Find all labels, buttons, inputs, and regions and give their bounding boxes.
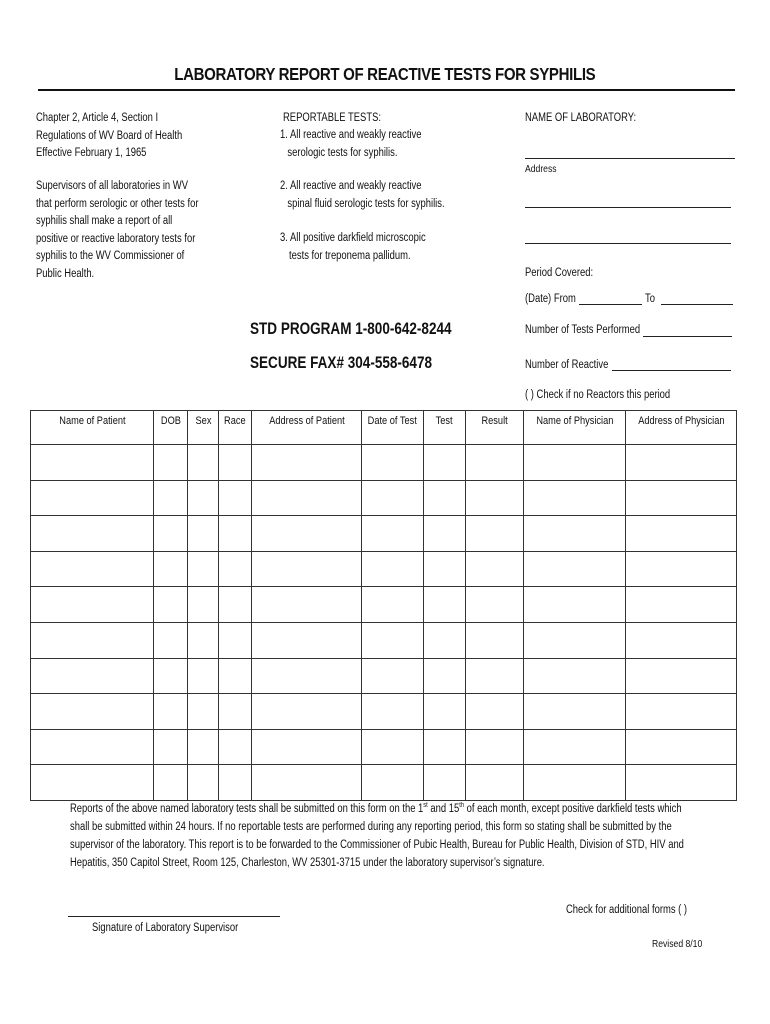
table-cell[interactable] bbox=[524, 765, 626, 801]
table-cell[interactable] bbox=[154, 729, 188, 765]
signature-label: Signature of Laboratory Supervisor bbox=[92, 922, 239, 934]
period-covered-label: Period Covered: bbox=[525, 267, 594, 279]
col-header: Sex bbox=[188, 411, 219, 445]
table-cell[interactable] bbox=[31, 445, 154, 481]
number-reactive-label: Number of Reactive bbox=[525, 359, 609, 371]
table-cell[interactable] bbox=[188, 694, 219, 730]
table-cell[interactable] bbox=[524, 445, 626, 481]
col-header: Name of Patient bbox=[31, 411, 154, 445]
table-cell[interactable] bbox=[31, 729, 154, 765]
table-cell[interactable] bbox=[252, 765, 362, 801]
table-cell[interactable] bbox=[424, 551, 466, 587]
authority-line: Effective February 1, 1965 bbox=[36, 147, 147, 159]
table-cell[interactable] bbox=[188, 622, 219, 658]
supervisors-line: Public Health. bbox=[36, 267, 95, 280]
table-cell[interactable] bbox=[31, 622, 154, 658]
supervisors-line: positive or reactive laboratory tests for bbox=[36, 232, 196, 245]
table-cell[interactable] bbox=[362, 765, 424, 801]
no-reactors-checkbox[interactable]: ( ) Check if no Reactors this period bbox=[525, 389, 671, 401]
table-cell[interactable] bbox=[252, 445, 362, 481]
table-cell[interactable] bbox=[466, 445, 524, 481]
table-row bbox=[31, 765, 737, 801]
table-row bbox=[31, 516, 737, 552]
date-to-field[interactable] bbox=[661, 304, 733, 305]
table-cell[interactable] bbox=[524, 658, 626, 694]
table-cell[interactable] bbox=[219, 694, 252, 730]
table-cell[interactable] bbox=[424, 516, 466, 552]
table-cell[interactable] bbox=[362, 622, 424, 658]
table-cell[interactable] bbox=[31, 480, 154, 516]
number-reactive-field[interactable] bbox=[612, 370, 731, 371]
lab-name-label: NAME OF LABORATORY: bbox=[525, 112, 637, 124]
supervisors-line: that perform serologic or other tests for bbox=[36, 197, 199, 210]
additional-forms-checkbox[interactable]: Check for additional forms ( ) bbox=[566, 904, 688, 916]
table-cell[interactable] bbox=[31, 587, 154, 623]
col-header: Test bbox=[424, 411, 466, 445]
signature-field[interactable] bbox=[68, 916, 280, 917]
supervisors-block bbox=[36, 178, 198, 283]
instructions-line: supervisor of the laboratory. This report is to be forwarded to the Commissioner of Pubic Health, Bureau for Public Health, Division of STD, HIV and bbox=[70, 839, 684, 851]
table-cell[interactable] bbox=[219, 622, 252, 658]
table-cell[interactable] bbox=[31, 658, 154, 694]
table-row bbox=[31, 729, 737, 765]
table-cell[interactable] bbox=[626, 694, 737, 730]
table-cell[interactable] bbox=[31, 765, 154, 801]
table-cell[interactable] bbox=[626, 587, 737, 623]
table-cell[interactable] bbox=[188, 729, 219, 765]
table-cell[interactable] bbox=[466, 729, 524, 765]
table-cell[interactable] bbox=[424, 765, 466, 801]
authority-line: Regulations of WV Board of Health bbox=[36, 129, 183, 142]
table-cell[interactable] bbox=[626, 480, 737, 516]
table-cell[interactable] bbox=[31, 694, 154, 730]
table-cell[interactable] bbox=[424, 587, 466, 623]
table-cell[interactable] bbox=[524, 694, 626, 730]
table-cell[interactable] bbox=[466, 694, 524, 730]
col-header: Address of Patient bbox=[252, 411, 362, 445]
table-cell[interactable] bbox=[626, 729, 737, 765]
col-header: Race bbox=[219, 411, 252, 445]
date-to-label: To bbox=[645, 293, 655, 305]
reportable-heading: REPORTABLE TESTS: bbox=[283, 112, 382, 124]
table-cell[interactable] bbox=[362, 694, 424, 730]
table-cell[interactable] bbox=[252, 587, 362, 623]
table-cell[interactable] bbox=[466, 587, 524, 623]
col-header: DOB bbox=[154, 411, 188, 445]
patient-table bbox=[30, 410, 737, 801]
table-row bbox=[31, 622, 737, 658]
std-program-phone: STD PROGRAM 1-800-642-8244 bbox=[250, 320, 452, 338]
table-cell[interactable] bbox=[252, 694, 362, 730]
table-cell[interactable] bbox=[31, 551, 154, 587]
table-header-row bbox=[31, 411, 737, 445]
table-cell[interactable] bbox=[154, 622, 188, 658]
supervisors-line: syphilis shall make a report of all bbox=[36, 215, 173, 227]
table-cell[interactable] bbox=[188, 516, 219, 552]
table-cell[interactable] bbox=[424, 622, 466, 658]
date-from-field[interactable] bbox=[579, 304, 642, 305]
table-cell[interactable] bbox=[466, 765, 524, 801]
table-cell[interactable] bbox=[188, 658, 219, 694]
col-header: Name of Physician bbox=[524, 411, 626, 445]
table-cell[interactable] bbox=[626, 658, 737, 694]
table-cell[interactable] bbox=[362, 445, 424, 481]
instructions-line: Hepatitis, 350 Capitol Street, Room 125, Charleston, WV 25301-3715 under the laboratory supervisor’s signature. bbox=[70, 857, 545, 869]
table-cell[interactable] bbox=[424, 658, 466, 694]
table-cell[interactable] bbox=[188, 765, 219, 801]
table-cell[interactable] bbox=[154, 445, 188, 481]
table-cell[interactable] bbox=[154, 765, 188, 801]
date-from-label: (Date) From bbox=[525, 293, 576, 305]
table-cell[interactable] bbox=[188, 587, 219, 623]
table-cell[interactable] bbox=[362, 516, 424, 552]
table-cell[interactable] bbox=[362, 729, 424, 765]
address-label: Address bbox=[525, 163, 557, 175]
table-cell[interactable] bbox=[219, 587, 252, 623]
table-cell[interactable] bbox=[188, 480, 219, 516]
address-field-2[interactable] bbox=[525, 243, 731, 244]
table-cell[interactable] bbox=[524, 622, 626, 658]
table-cell[interactable] bbox=[219, 516, 252, 552]
table-cell[interactable] bbox=[626, 551, 737, 587]
table-cell[interactable] bbox=[252, 658, 362, 694]
table-cell[interactable] bbox=[466, 551, 524, 587]
tests-performed-label: Number of Tests Performed bbox=[525, 324, 641, 336]
table-cell[interactable] bbox=[424, 480, 466, 516]
table-cell[interactable] bbox=[424, 694, 466, 730]
supervisors-line: Supervisors of all laboratories in WV bbox=[36, 180, 188, 192]
instructions-line: shall be submitted within 24 hours. If no reportable tests are performed during any reporting period, this form so stating shall be submitted by the bbox=[70, 821, 672, 833]
table-cell[interactable] bbox=[219, 658, 252, 694]
table-cell[interactable] bbox=[188, 551, 219, 587]
table-cell[interactable] bbox=[252, 729, 362, 765]
table-cell[interactable] bbox=[219, 729, 252, 765]
table-cell[interactable] bbox=[466, 516, 524, 552]
table-cell[interactable] bbox=[154, 516, 188, 552]
table-cell[interactable] bbox=[252, 480, 362, 516]
secure-fax: SECURE FAX# 304-558-6478 bbox=[250, 354, 433, 372]
table-row bbox=[31, 445, 737, 481]
table-cell[interactable] bbox=[219, 480, 252, 516]
table-cell[interactable] bbox=[466, 622, 524, 658]
table-cell[interactable] bbox=[524, 551, 626, 587]
table-cell[interactable] bbox=[31, 516, 154, 552]
page-title: LABORATORY REPORT OF REACTIVE TESTS FOR SYPHILIS bbox=[174, 64, 596, 84]
title-rule bbox=[38, 89, 735, 91]
table-cell[interactable] bbox=[626, 445, 737, 481]
table-cell[interactable] bbox=[154, 480, 188, 516]
table-cell[interactable] bbox=[252, 516, 362, 552]
instructions-line: Reports of the above named laboratory tests shall be submitted on this form on the 1st and 15th of each month, except positive darkfield tests which bbox=[70, 802, 682, 815]
table-cell[interactable] bbox=[154, 587, 188, 623]
table-cell[interactable] bbox=[626, 516, 737, 552]
table-cell[interactable] bbox=[154, 658, 188, 694]
col-header: Address of Physician bbox=[626, 411, 737, 445]
table-cell[interactable] bbox=[524, 516, 626, 552]
table-row bbox=[31, 480, 737, 516]
reportable-item-1: 1. All reactive and weakly reactive serologic tests for syphilis. bbox=[280, 129, 422, 159]
reportable-item-3: 3. All positive darkfield microscopic tests for treponema pallidum. bbox=[280, 232, 426, 262]
instructions-paragraph bbox=[70, 800, 750, 872]
table-cell[interactable] bbox=[154, 551, 188, 587]
col-header: Date of Test bbox=[362, 411, 424, 445]
table-row bbox=[31, 694, 737, 730]
col-header: Result bbox=[466, 411, 524, 445]
address-field-1[interactable] bbox=[525, 207, 731, 208]
supervisors-line: syphilis to the WV Commissioner of bbox=[36, 250, 185, 262]
table-row bbox=[31, 551, 737, 587]
authority-block bbox=[36, 110, 182, 163]
table-cell[interactable] bbox=[154, 694, 188, 730]
table-cell[interactable] bbox=[626, 765, 737, 801]
table-cell[interactable] bbox=[626, 622, 737, 658]
table-cell[interactable] bbox=[252, 551, 362, 587]
revised-date: Revised 8/10 bbox=[652, 938, 703, 950]
table-cell[interactable] bbox=[362, 480, 424, 516]
table-cell[interactable] bbox=[424, 729, 466, 765]
table-cell[interactable] bbox=[219, 765, 252, 801]
lab-name-field[interactable] bbox=[525, 158, 735, 159]
reportable-item-2: 2. All reactive and weakly reactive spinal fluid serologic tests for syphilis. bbox=[280, 180, 445, 210]
table-cell[interactable] bbox=[466, 658, 524, 694]
table-row bbox=[31, 587, 737, 623]
table-cell[interactable] bbox=[362, 551, 424, 587]
table-cell[interactable] bbox=[252, 622, 362, 658]
table-row bbox=[31, 658, 737, 694]
table-cell[interactable] bbox=[219, 551, 252, 587]
table-cell[interactable] bbox=[524, 587, 626, 623]
table-cell[interactable] bbox=[524, 729, 626, 765]
table-cell[interactable] bbox=[219, 445, 252, 481]
table-cell[interactable] bbox=[424, 445, 466, 481]
table-cell[interactable] bbox=[466, 480, 524, 516]
table-cell[interactable] bbox=[188, 445, 219, 481]
table-cell[interactable] bbox=[524, 480, 626, 516]
table-cell[interactable] bbox=[362, 587, 424, 623]
table-cell[interactable] bbox=[362, 658, 424, 694]
authority-line: Chapter 2, Article 4, Section I bbox=[36, 112, 159, 124]
tests-performed-field[interactable] bbox=[643, 336, 732, 337]
